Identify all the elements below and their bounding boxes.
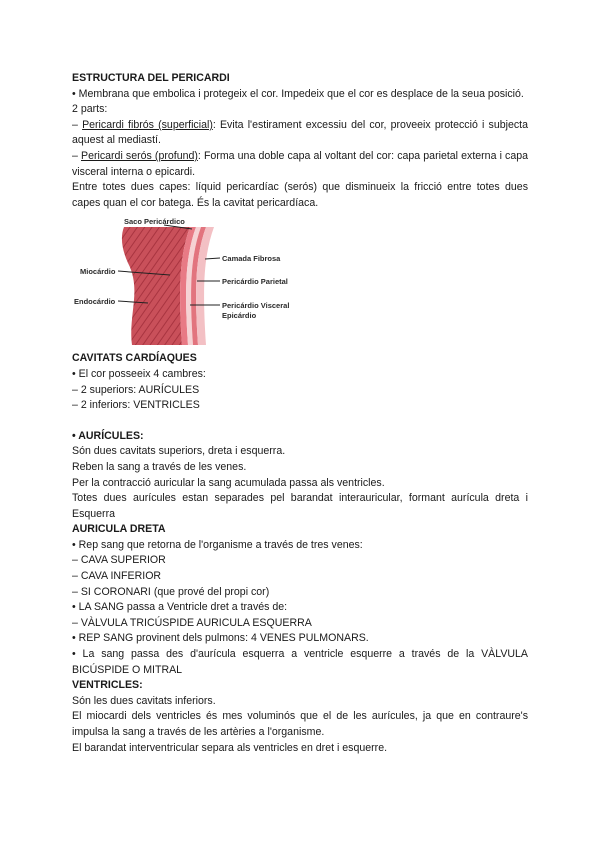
paragraph: Per la contracció auricular la sang acumulada passa als ventricles. xyxy=(72,476,385,489)
spacer xyxy=(72,414,528,429)
label-endocardio: Endocárdio xyxy=(74,297,116,307)
paragraph: Són dues cavitats superiors, dreta i esquerra. xyxy=(72,445,286,458)
list-item: – CAVA SUPERIOR xyxy=(72,554,166,567)
pericardium-layers-illustration xyxy=(72,215,332,350)
list-item: • El cor posseeix 4 cambres: xyxy=(72,367,206,380)
list-item: • La sang passa des d'aurícula esquerra a ventricle esquerre a través de la VÀLVULA BICÚSPIDE O MITRAL xyxy=(72,648,528,676)
pericardium-diagram xyxy=(72,215,332,350)
dash: – xyxy=(72,149,81,162)
list-item: – SI CORONARI (que prové del propi cor) xyxy=(72,585,270,598)
section-title-auricules: • AURÍCULES: xyxy=(72,429,144,442)
label-pericardio-parietal: Pericárdio Parietal xyxy=(222,277,288,287)
dash: – xyxy=(72,118,83,131)
list-item: • LA SANG passa a Ventricle dret a través de: xyxy=(72,601,288,614)
list-item: – 2 inferiors: VENTRICLES xyxy=(72,399,200,412)
section-title-pericardi: ESTRUCTURA DEL PERICARDI xyxy=(72,72,230,84)
paragraph: 2 parts: xyxy=(72,103,108,116)
label-saco-pericardico: Saco Pericárdico xyxy=(124,217,185,227)
paragraph: Reben la sang a través de les venes. xyxy=(72,460,247,473)
definition: : Forma una doble capa al voltant del cor: capa parietal externa i capa visceral interna o epicardi. xyxy=(72,149,529,178)
definition: : Evita l'estirament excessiu del cor, proveeix protecció i subjecta aquest al mediastí. xyxy=(72,118,528,147)
paragraph: Entre totes dues capes: líquid pericardíac (serós) que disminueix la fricció entre totes dues capes quan el cor batega. És la cavitat pericardíaca. xyxy=(72,181,528,209)
section-title-cavitats: CAVITATS CARDÍAQUES xyxy=(72,352,197,365)
label-miocardio: Miocárdio xyxy=(80,267,116,277)
term-pericardi-fibros: Pericardi fibrós (superficial) xyxy=(82,118,213,131)
paragraph: El miocardi dels ventricles és mes voluminós que el de les aurícules, ja que en contraure's impulsa la sang a través de les artèries a l'organisme. xyxy=(72,710,528,738)
label-pericardio-visceral: Pericárdio Visceral xyxy=(222,301,290,311)
list-item: – CAVA INFERIOR xyxy=(72,570,162,583)
paragraph: Totes dues aurícules estan separades pel barandat interauricular, formant aurícula dreta i Esquerra xyxy=(72,492,528,520)
section-title-ventricles: VENTRICLES: xyxy=(72,679,143,692)
paragraph: • Membrana que embolica i protegeix el cor. Impedeix que el cor es desplace de la seua posició. xyxy=(72,87,524,100)
section-title-auricula-dreta: AURICULA DRETA xyxy=(72,523,166,536)
paragraph: El barandat interventricular separa als ventricles en dret i esquerre. xyxy=(72,741,388,754)
list-item: – VÀLVULA TRICÚSPIDE AURICULA ESQUERRA xyxy=(72,616,312,629)
document-page xyxy=(72,71,528,756)
label-epicardio: Epicárdio xyxy=(222,311,257,321)
list-item: • Rep sang que retorna de l'organisme a través de tres venes: xyxy=(72,538,363,551)
label-camada-fibrosa: Camada Fibrosa xyxy=(222,254,281,264)
list-item: – 2 superiors: AURÍCULES xyxy=(72,383,200,396)
term-pericardi-seros: Pericardi serós (profund) xyxy=(81,149,198,162)
paragraph-pericardi-seros xyxy=(72,149,528,180)
paragraph: Són les dues cavitats inferiors. xyxy=(72,694,216,707)
list-item: • REP SANG provinent dels pulmons: 4 VENES PULMONARS. xyxy=(72,632,369,645)
paragraph-pericardi-fibros xyxy=(72,118,528,149)
